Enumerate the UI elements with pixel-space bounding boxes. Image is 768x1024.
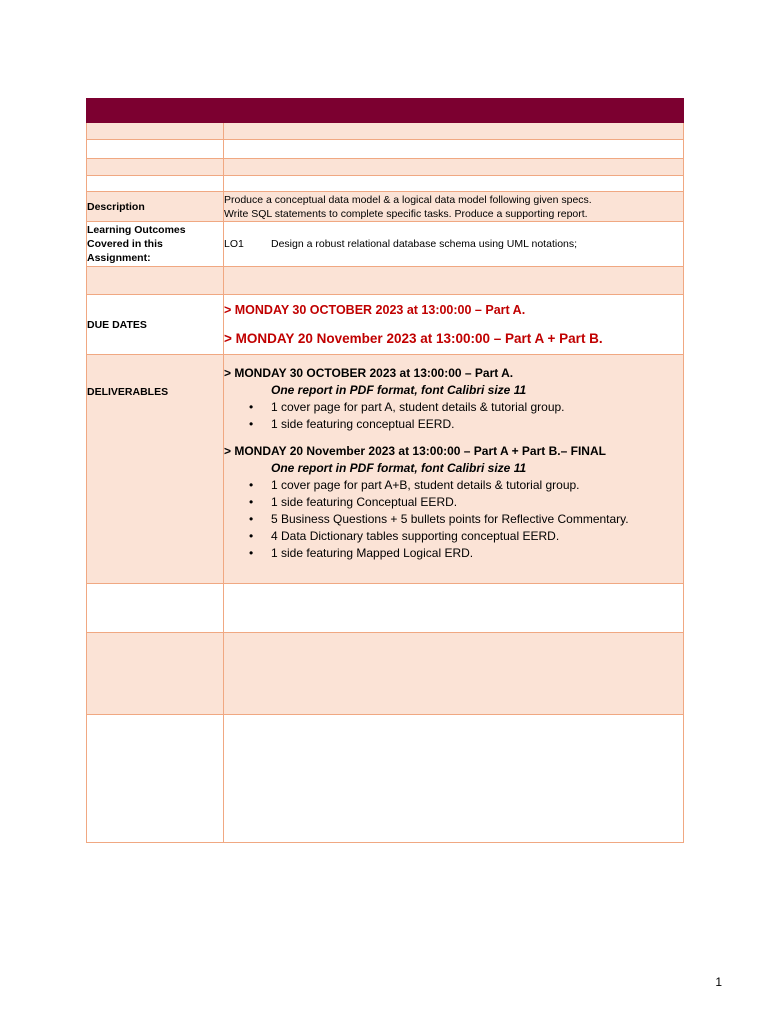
list-item: • 1 cover page for part A, student details & tutorial group. xyxy=(271,399,683,416)
due-dates-cell xyxy=(224,295,684,355)
learning-outcomes-label: Learning Outcomes Covered in this Assignment: xyxy=(87,222,224,267)
due-date-final: > MONDAY 20 November 2023 at 13:00:00 – Part A + Part B. xyxy=(224,331,603,346)
learning-outcome-code: LO1 xyxy=(224,238,244,250)
description-row xyxy=(87,192,684,222)
deliverable-subheading: One report in PDF format, font Calibri size 11 xyxy=(271,461,527,475)
list-item: • 1 cover page for part A+B, student details & tutorial group. xyxy=(271,477,683,494)
assignment-table xyxy=(86,98,684,843)
list-item: • 1 side featuring Mapped Logical ERD. xyxy=(271,545,683,562)
table-header-bar xyxy=(87,99,684,123)
deliverables-label: DELIVERABLES xyxy=(87,355,224,584)
deliverable-list xyxy=(224,477,683,562)
deliverables-cell xyxy=(224,355,684,584)
due-date-part-a: > MONDAY 30 OCTOBER 2023 at 13:00:00 – Part A. xyxy=(224,303,526,317)
learning-outcome xyxy=(224,222,684,267)
list-item: • 1 side featuring conceptual EERD. xyxy=(271,416,683,433)
table-row xyxy=(87,140,684,159)
list-item: • 4 Data Dictionary tables supporting conceptual EERD. xyxy=(271,528,683,545)
table-row xyxy=(87,633,684,715)
description-text xyxy=(224,192,684,222)
deliverable-subheading: One report in PDF format, font Calibri size 11 xyxy=(271,383,527,397)
learning-outcome-text: Design a robust relational database schema using UML notations; xyxy=(271,238,578,250)
due-dates-row xyxy=(87,295,684,355)
table-row xyxy=(87,176,684,192)
description-line: Produce a conceptual data model & a logical data model following given specs. xyxy=(224,193,592,206)
table-row xyxy=(87,584,684,633)
table-row xyxy=(87,267,684,295)
table-row xyxy=(87,123,684,140)
list-item: • 1 side featuring Conceptual EERD. xyxy=(271,494,683,511)
due-dates-label: DUE DATES xyxy=(87,295,224,355)
deliverable-heading: > MONDAY 30 OCTOBER 2023 at 13:00:00 – Part A. xyxy=(224,366,514,380)
deliverables-row xyxy=(87,355,684,584)
learning-outcomes-row xyxy=(87,222,684,267)
description-line: Write SQL statements to complete specific tasks. Produce a supporting report. xyxy=(224,207,588,220)
table-row xyxy=(87,159,684,176)
deliverable-list xyxy=(224,399,683,433)
list-item: • 5 Business Questions + 5 bullets points for Reflective Commentary. xyxy=(271,511,683,528)
page-number: 1 xyxy=(715,975,722,989)
description-label: Description xyxy=(87,192,224,222)
deliverable-heading: > MONDAY 20 November 2023 at 13:00:00 – Part A + Part B.– FINAL xyxy=(224,444,606,458)
table-row xyxy=(87,715,684,843)
